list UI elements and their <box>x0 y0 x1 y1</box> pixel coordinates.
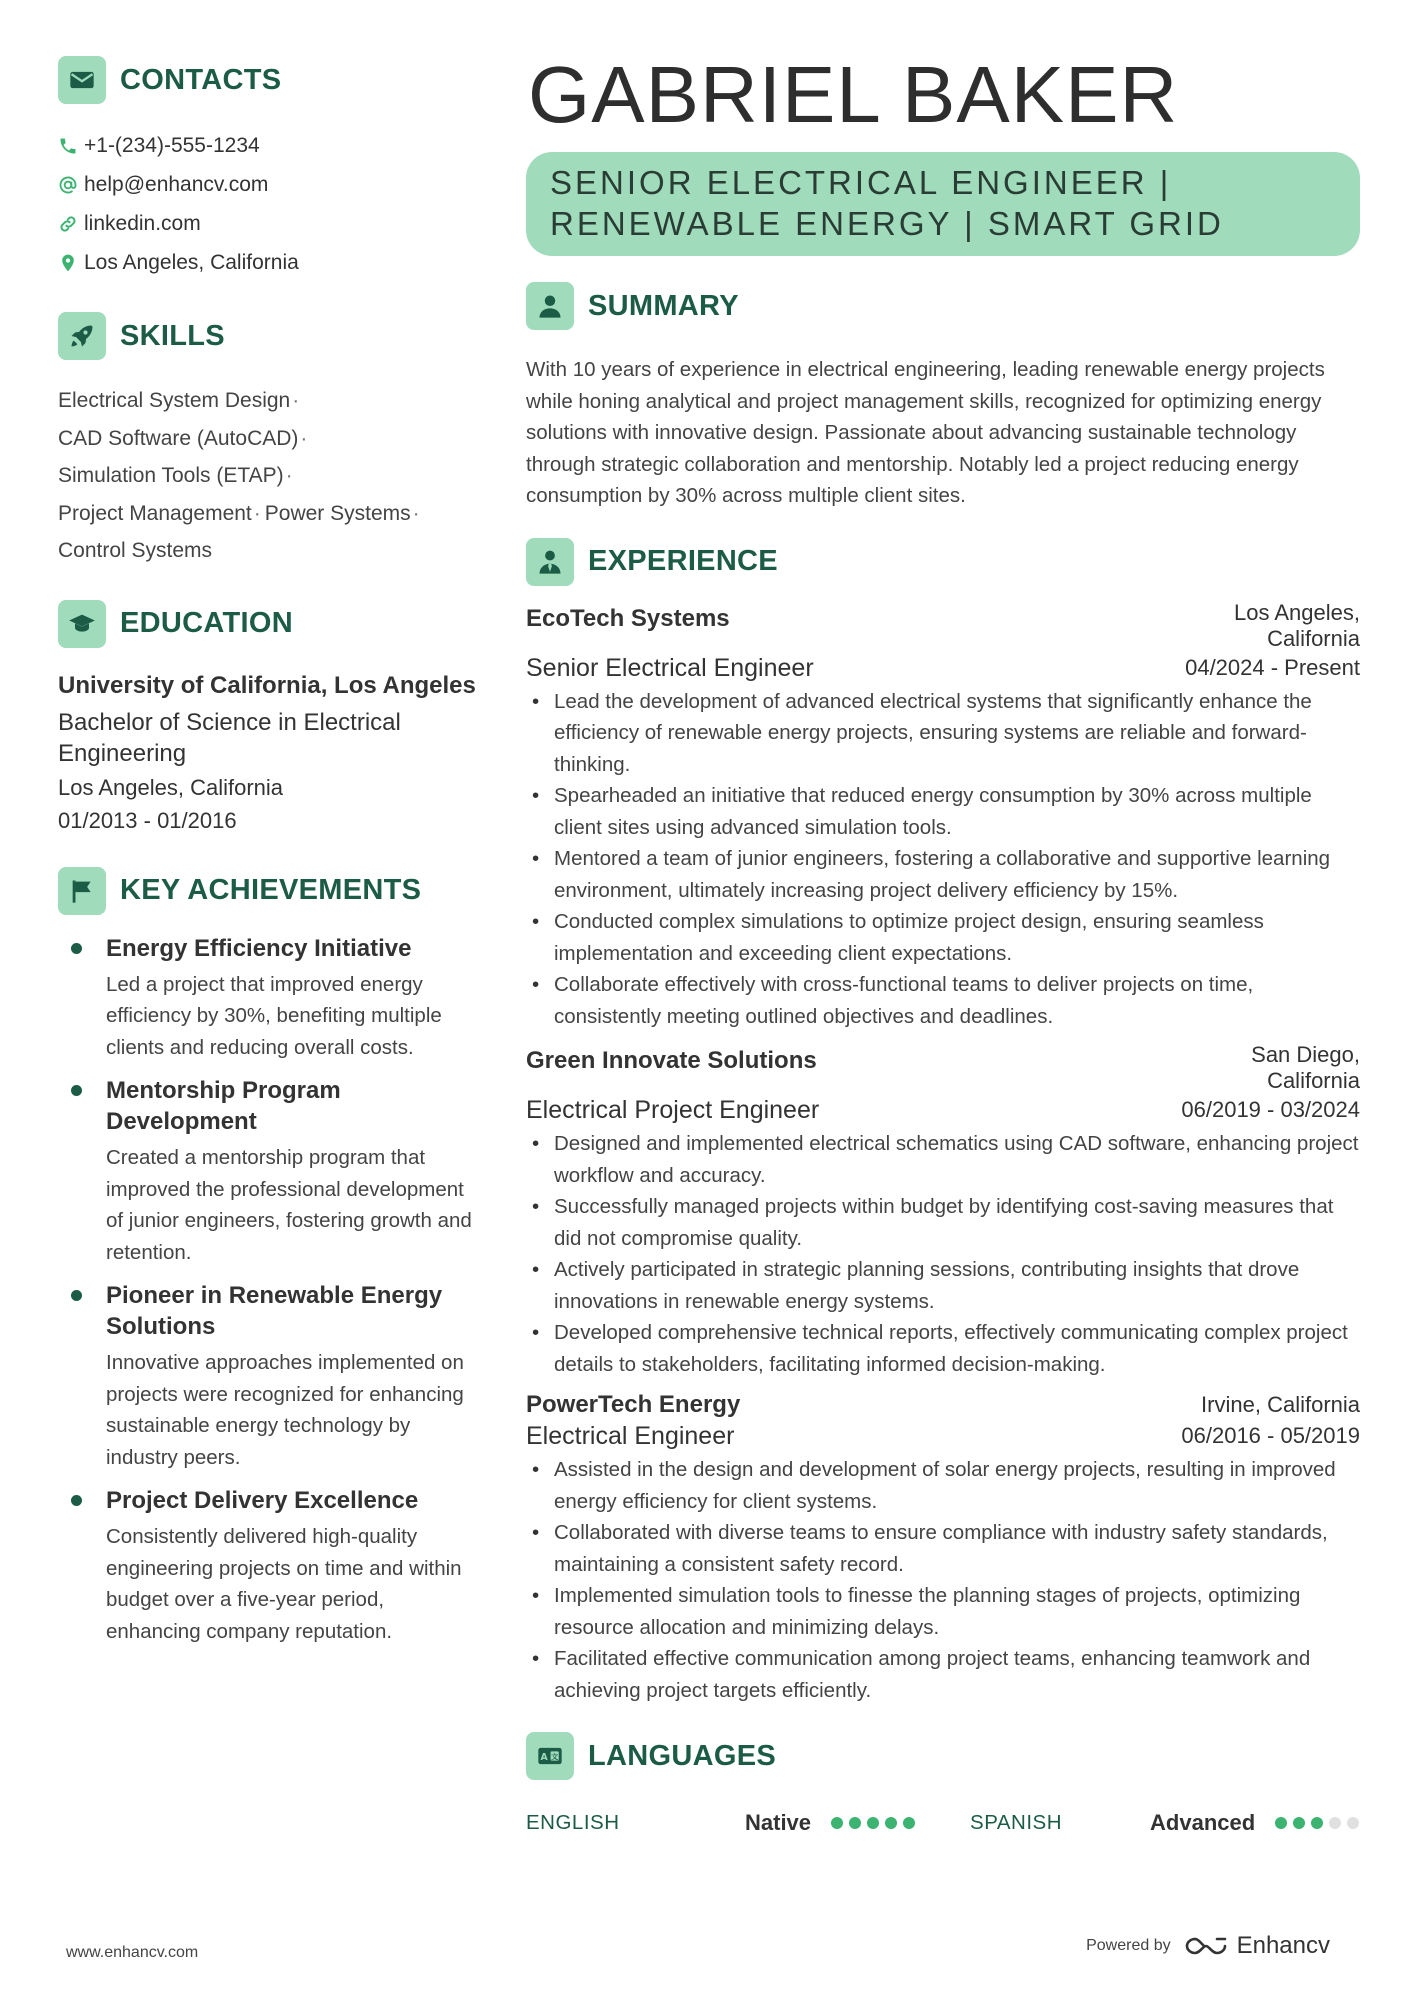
title-line: SENIOR ELECTRICAL ENGINEER | <box>550 164 1172 201</box>
job-location-line: California <box>1267 625 1360 651</box>
contact-phone <box>58 126 478 165</box>
skill-item: Control Systems <box>58 539 213 562</box>
job-dates: 06/2016 - 05/2019 <box>1181 1423 1360 1448</box>
skill-item: Project Management <box>58 501 252 525</box>
skill-item: CAD Software (AutoCAD) <box>58 426 299 450</box>
achievement-title: Project Delivery Excellence <box>106 1487 419 1514</box>
contacts-section-header <box>58 56 478 104</box>
job-bullets <box>526 686 1360 1033</box>
achievements-heading: KEY ACHIEVEMENTS <box>120 874 422 906</box>
rating-dot <box>903 1817 915 1829</box>
job-bullet: • Collaborate effectively with cross-functional teams to deliver projects on time, consistently meeting outlined objectives and deadlines. <box>526 969 1360 1032</box>
job-bullets <box>526 1454 1360 1706</box>
svg-text:文: 文 <box>551 1752 559 1761</box>
languages-section-header <box>526 1732 1360 1780</box>
achievement-item <box>58 1280 478 1473</box>
user-icon <box>526 282 574 330</box>
location-text: Los Angeles, California <box>84 250 299 274</box>
link-icon <box>58 214 84 234</box>
job-subheader <box>526 652 1360 684</box>
job-bullet: • Developed comprehensive technical reports, effectively communicating complex project details to stakeholders, facilitating informed decision-making. <box>526 1317 1360 1380</box>
education-section-header <box>58 600 478 648</box>
candidate-name: GABRIEL BAKER <box>528 50 1179 139</box>
rating-dot <box>1347 1817 1359 1829</box>
rating-dot <box>1311 1817 1323 1829</box>
rating-dot <box>885 1817 897 1829</box>
job-bullet: • Successfully managed projects within budget by identifying cost-saving measures that did not compromise quality. <box>526 1191 1360 1254</box>
bullet-dot <box>71 943 82 954</box>
left-column <box>58 56 478 1659</box>
languages-row <box>526 1810 1360 1836</box>
brand <box>1183 1932 1330 1960</box>
rating-dot <box>1275 1817 1287 1829</box>
email-text: help@enhancv.com <box>84 172 269 196</box>
job-location <box>1251 1042 1360 1094</box>
achievement-desc: Led a project that improved energy efficiency by 30%, benefiting multiple clients and reducing overall costs. <box>106 972 442 1059</box>
rating-dot <box>1329 1817 1341 1829</box>
job-subheader <box>526 1420 1360 1452</box>
skill-item: Electrical System Design <box>58 389 291 412</box>
job-subheader <box>526 1094 1360 1126</box>
phone-icon <box>58 136 84 156</box>
link-text: linkedin.com <box>84 211 201 235</box>
education-school: University of California, Los Angeles <box>58 671 476 699</box>
job-company: Green Innovate Solutions <box>526 1047 817 1074</box>
job-bullet: • Collaborated with diverse teams to ensure compliance with industry safety standards, maintaining a consistent safety record. <box>526 1517 1360 1580</box>
achievement-item <box>58 1075 478 1268</box>
language-level: Native <box>745 1810 812 1835</box>
bullet-dot <box>71 1495 82 1506</box>
job-dates: 04/2024 - Present <box>1185 654 1360 680</box>
achievement-desc: Consistently delivered high-quality engineering projects on time and within budget over a five-year period, enhancing company reputation. <box>106 1525 462 1643</box>
skills-section-header <box>58 312 478 360</box>
job-bullet: • Assisted in the design and development of solar energy projects, resulting in improved energy efficiency for client systems. <box>526 1454 1360 1517</box>
skills-line <box>58 532 478 570</box>
phone-text: +1-(234)-555-1234 <box>84 133 260 157</box>
job-header <box>526 1390 1360 1420</box>
job-header <box>526 1042 1360 1094</box>
job-location: Irvine, California <box>1201 1392 1360 1417</box>
flag-icon <box>58 867 106 915</box>
job-bullet: • Mentored a team of junior engineers, fostering a collaborative and supportive learning environment, ultimately increasing project delivery efficiency by 15%. <box>526 843 1360 906</box>
achievement-title: Pioneer in Renewable Energy Solutions <box>106 1282 443 1340</box>
skills-line: Simulation Tools (ETAP)· <box>58 464 293 487</box>
bullet-dot <box>71 1290 82 1301</box>
achievement-title: Mentorship Program Development <box>106 1077 341 1135</box>
job-bullet: • Conducted complex simulations to optimize project design, ensuring seamless implementation and exceeding client expectations. <box>526 906 1360 969</box>
achievement-desc: Innovative approaches implemented on projects were recognized for enhancing sustainable energy technology by industry peers. <box>106 1351 464 1469</box>
skill-item: Power Systems <box>264 501 411 525</box>
contact-email <box>58 165 478 204</box>
education-heading: EDUCATION <box>120 607 293 639</box>
job-dates: 06/2019 - 03/2024 <box>1181 1097 1360 1122</box>
job-bullet: • Actively participated in strategic planning sessions, contributing insights that drove innovations in renewable energy systems. <box>526 1254 1360 1317</box>
job-company: EcoTech Systems <box>526 604 730 632</box>
footer-branding <box>1086 1932 1330 1960</box>
svg-text:A: A <box>540 1752 548 1764</box>
rating-dot <box>831 1817 843 1829</box>
at-icon <box>58 175 84 195</box>
graduation-cap-icon <box>58 600 106 648</box>
skills-list <box>58 382 478 570</box>
languages-heading: LANGUAGES <box>588 1739 776 1772</box>
map-pin-icon <box>58 253 84 273</box>
job-bullet: • Facilitated effective communication among project teams, enhancing teamwork and achieving project targets efficiently. <box>526 1643 1360 1706</box>
job-bullet: • Spearheaded an initiative that reduced energy consumption by 30% across multiple client sites using advanced simulation tools. <box>526 780 1360 843</box>
skills-line: Project Management· Power Systems· <box>58 501 420 525</box>
rating-dot <box>849 1817 861 1829</box>
language-name: SPANISH <box>970 1811 1063 1834</box>
job-bullet: • Lead the development of advanced electrical systems that significantly enhance the efficiency of renewable energy projects, ensuring systems are reliable and forward-thinking. <box>526 686 1360 781</box>
experience-heading: EXPERIENCE <box>588 545 778 577</box>
powered-by-text: Powered by <box>1086 1937 1171 1954</box>
education-dates: 01/2013 - 01/2016 <box>58 807 237 833</box>
job-location-line: Los Angeles, <box>1234 599 1360 625</box>
businessperson-icon <box>526 538 574 586</box>
rating-dot <box>1293 1817 1305 1829</box>
contacts-list <box>58 126 478 282</box>
job-company: PowerTech Energy <box>526 1391 741 1418</box>
experience-section-header <box>526 538 1360 586</box>
job-role: Senior Electrical Engineer <box>526 653 814 682</box>
language-rating <box>831 1817 915 1829</box>
skills-line: CAD Software (AutoCAD)· <box>58 426 308 450</box>
contact-link <box>58 204 478 243</box>
contact-location <box>58 243 478 282</box>
footer-website[interactable]: www.enhancv.com <box>66 1944 199 1961</box>
achievements-list <box>58 933 478 1648</box>
job-entry <box>526 600 1360 1033</box>
job-location-line: San Diego, <box>1251 1042 1360 1067</box>
language-icon <box>526 1732 574 1780</box>
job-bullet: • Designed and implemented electrical schematics using CAD software, enhancing project workflow and accuracy. <box>526 1128 1360 1191</box>
job-bullets <box>526 1128 1360 1380</box>
summary-heading: SUMMARY <box>588 289 739 322</box>
language-name: ENGLISH <box>526 1811 620 1834</box>
rocket-icon <box>58 312 106 360</box>
achievement-desc: Created a mentorship program that improved the professional development of junior engineers, fostering growth and retention. <box>106 1146 472 1264</box>
job-location <box>1234 600 1360 652</box>
job-entry <box>526 1042 1360 1380</box>
job-entry <box>526 1390 1360 1706</box>
skill-item: Simulation Tools (ETAP) <box>58 464 284 487</box>
summary-section-header <box>526 282 1360 330</box>
title-banner <box>526 152 1360 256</box>
summary-text: With 10 years of experience in electrical engineering, leading renewable energy projects while honing analytical and project management skills, recognized for optimizing energy solutions with innovative design. Passionate about advancing sustainable technology through strategic collaboration and mentorship. Notably led a project reducing energy consumption by 30% across multiple client sites. <box>526 358 1325 507</box>
job-role: Electrical Engineer <box>526 1422 735 1450</box>
language-level: Advanced <box>1150 1810 1256 1835</box>
brand-name: Enhancv <box>1236 1932 1330 1959</box>
rating-dot <box>867 1817 879 1829</box>
achievements-section-header <box>58 867 478 915</box>
language-rating <box>1275 1817 1359 1829</box>
skills-heading: SKILLS <box>120 319 225 352</box>
achievement-item <box>58 1485 478 1647</box>
bullet-dot <box>71 1085 82 1096</box>
job-role: Electrical Project Engineer <box>526 1096 820 1124</box>
achievement-item <box>58 933 478 1064</box>
contacts-heading: CONTACTS <box>120 63 282 96</box>
education-degree: Bachelor of Science in Electrical Engineering <box>58 708 401 767</box>
enhancv-logo-icon <box>1183 1935 1229 1957</box>
right-column <box>526 50 1360 1836</box>
envelope-icon <box>58 56 106 104</box>
skills-line: Electrical System Design· <box>58 389 300 412</box>
job-location-line: California <box>1267 1068 1360 1093</box>
achievement-title: Energy Efficiency Initiative <box>106 934 412 962</box>
job-header <box>526 600 1360 652</box>
title-line: RENEWABLE ENERGY | SMART GRID <box>550 205 1224 242</box>
education-location: Los Angeles, California <box>58 774 284 800</box>
job-bullet: • Implemented simulation tools to finesse the planning stages of projects, optimizing resource allocation and minimizing delays. <box>526 1580 1360 1643</box>
